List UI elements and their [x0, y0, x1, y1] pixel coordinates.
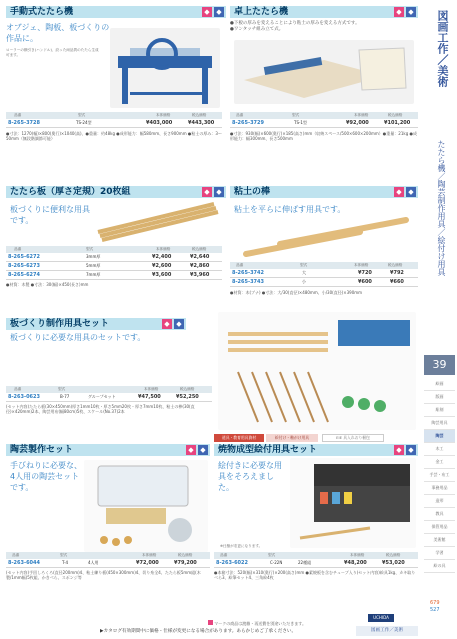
badge-education: 道具・教育用具資材 [214, 434, 264, 442]
blue-badge-icon: ◆ [198, 445, 208, 455]
tatara20-spec: ●材質：木製 ●寸法：30(幅)×450(長さ)mm [6, 282, 89, 287]
pink-badge-icon: ◆ [394, 445, 404, 455]
blue-badge-icon: ◆ [214, 187, 224, 197]
tatara20-header: たたら板（厚さ定規）20枚組 ◆ ◆ [6, 186, 226, 198]
tatara-board-image [96, 202, 222, 242]
brand-logo: UCHIDA [368, 614, 394, 622]
desk-table-head: 品番 型式 本体価格 税込価格 [230, 112, 418, 119]
sidebar-nav-item[interactable]: 木工 [424, 443, 455, 456]
pottery-table-head: 品番 型式 本体価格 税込価格 [6, 552, 210, 559]
manual-tatara-header [6, 6, 226, 18]
desk-tatara-illustration [234, 40, 414, 104]
pottery-set-tagline: 手びねりに必要な、4人用の陶芸セットです。 [10, 461, 82, 492]
board-spec: (セット内容)たたら板(30×450mm)厚さ1mm10枚・厚さ5mm20枚・厚さ7mm10枚、粘土の棒(30(直径)×420mm)2本、陶芸用布(幅80cm)5枚、スケール(No.37)2本 [6, 404, 195, 414]
badge-pack: EIE 具入れおり梱包 [322, 434, 384, 442]
sidebar-nav-item-active[interactable]: 陶芸 [424, 430, 455, 443]
tool-set-illustration [218, 312, 416, 430]
table-row[interactable]: 8-265-3742 大 ¥720 ¥792 [230, 269, 418, 278]
blue-badge-icon: ◆ [406, 445, 416, 455]
desk-tatara-section [230, 6, 418, 141]
paint-kit-illustration [290, 458, 416, 548]
board-product-row[interactable]: 8-263-0623 B-77 グループセット ¥47,500 ¥52,250 [6, 393, 212, 402]
roller-image [240, 214, 410, 260]
manual-table-head: 品番 型式 本体価格 税込価格 [6, 112, 222, 119]
board-set-section [6, 318, 418, 414]
manual-spec: ●寸法：1270(幅)×800(奥行)×1040(高)、●重量：約48kg ●成形能力：幅580mm、長さ900mm ●粘土の厚み：3〜50mm（無段階調節可能） [6, 131, 222, 141]
ref-link-1[interactable]: 679 [430, 600, 440, 606]
pottery-set-section [6, 444, 210, 580]
pink-badge-icon: ◆ [202, 187, 212, 197]
painting-caption: ※仕様が変更になります。 [220, 544, 263, 548]
product-model: TS-24型 [76, 120, 92, 125]
painting-product-row[interactable]: 8-263-6022 C-22N 22種組 ¥48,200 ¥53,020 [214, 559, 418, 568]
painting-set-tagline: 絵付きに必要な用具をそろえました。 [218, 461, 282, 492]
product-tax-price: ¥443,300 [188, 120, 215, 126]
manual-product-row[interactable] [6, 119, 222, 128]
blue-badge-icon: ◆ [406, 7, 416, 17]
sidebar-nav-item[interactable]: 絵の具 [424, 560, 455, 573]
sidebar-nav-item[interactable]: 絵画 [424, 378, 455, 391]
table-row[interactable]: 8-265-3743 小 ¥600 ¥660 [230, 278, 418, 287]
manual-tatara-tagline: オブジェ、陶板、板づくりの作品に。 [6, 23, 110, 43]
sidebar-nav-item[interactable]: 造形 [424, 495, 455, 508]
sidebar-title: 図画工作／美術 [436, 10, 449, 87]
blue-badge-icon: ◆ [174, 319, 184, 329]
roller-table-head: 品番 型式 本体価格 税込価格 [230, 262, 418, 269]
pink-badge-icon: ◆ [162, 319, 172, 329]
footer-disclaimer: ▶カタログ有効期間中に価格・仕様が変更になる場合があります。あらかじめご了承ください。 [100, 629, 297, 634]
footer [0, 615, 457, 639]
desk-tatara-note2: ●ワンタッチ組み立て式。 [230, 27, 284, 32]
table-row[interactable]: 8-265-6272 3mm厚 ¥2,400 ¥2,640 [6, 253, 222, 262]
pottery-set-header: 陶芸製作セット ◆ ◆ [6, 444, 210, 456]
board-set-tagline: 板づくりに必要な用具のセットです。 [10, 333, 146, 342]
roller-header: 粘土の棒 ◆ ◆ [230, 186, 418, 198]
desk-spec: ●寸法：930(幅)×600(奥行)×185(高さ)mm（収納スペース/500×600×200mm）●重量：21kg ●成形能力：幅300mm、長さ500mm [230, 131, 417, 141]
tatara-machine-illustration [110, 28, 220, 108]
blue-badge-icon: ◆ [406, 187, 416, 197]
notice-mark-icon [208, 620, 213, 625]
sidebar-nav-item[interactable]: 版画 [424, 391, 455, 404]
tatara20-rows [6, 253, 222, 280]
sidebar-nav-item[interactable]: 美術館 [424, 534, 455, 547]
tatara20-tagline: 板づくりに便利な用具です。 [10, 205, 90, 225]
pink-badge-icon: ◆ [394, 187, 404, 197]
manual-tatara-title: 手動式たたら機 [10, 7, 74, 17]
desk-product-row[interactable]: 8-265-3729 TS-1型 ¥92,000 ¥101,200 [230, 119, 418, 128]
sidebar-nav-item[interactable]: 手芸・布工 [424, 469, 455, 482]
manual-tatara-desc: ローラーの横引き(ハンドル)、絞った両品質のたたら生成可ます。 [6, 48, 99, 57]
board-set-image [218, 312, 416, 430]
roller-section [230, 186, 418, 295]
product-price: ¥403,000 [146, 120, 173, 126]
painting-badges [214, 434, 418, 442]
sidebar-nav-item[interactable]: 学習 [424, 547, 455, 560]
roller-spec: ●材質：木(ブナ) ●寸法：大/30(直径)×480mm、小/30(直径)×390mm [230, 290, 363, 295]
manual-tatara-image [110, 28, 220, 108]
sidebar-nav-item[interactable]: 彫刻 [424, 404, 455, 417]
page-number: 39 [424, 355, 455, 375]
roller-rows [230, 269, 418, 287]
sidebar-nav-item[interactable]: 教具 [424, 508, 455, 521]
footer-notice: マークの商品は渡雑・再送費を別途いただきます。 [208, 620, 306, 627]
sidebar-nav-item[interactable]: 事務用品 [424, 482, 455, 495]
table-row[interactable]: 8-265-6274 7mm厚 ¥3,600 ¥3,960 [6, 271, 222, 280]
painting-set-section [214, 434, 418, 580]
sidebar-nav-item[interactable]: 陶芸用具 [424, 417, 455, 430]
sidebar-refs [430, 600, 440, 614]
badge-glaze: 絵付け・釉がけ用具 [266, 434, 318, 442]
desk-tatara-image [234, 40, 414, 104]
ref-link-2[interactable]: 527 [430, 607, 440, 613]
roller-tagline: 粘土を平らに伸ばす用具です。 [234, 205, 346, 214]
product-code: 8-265-3728 [8, 120, 40, 126]
pottery-product-row[interactable]: 8-263-6044 T-4 4人用 ¥72,000 ¥79,200 [6, 559, 210, 568]
painting-table-head: 品番 型式 本体価格 税込価格 [214, 552, 418, 559]
sidebar-nav-item[interactable]: 保管用品 [424, 521, 455, 534]
pottery-set-image [84, 460, 208, 552]
desk-tatara-note1: ●下板の厚みを変えることにより粘土の厚みを変える方式です。 [230, 21, 360, 26]
sidebar-nav-item[interactable]: 金工 [424, 456, 455, 469]
pink-badge-icon: ◆ [394, 7, 404, 17]
sidebar-subtitle: たたら機／陶芸制作用具／絵付け用具 [437, 140, 446, 276]
roller-illustration [240, 214, 410, 260]
painting-spec: ●本箱寸法：520(幅)×310(奥行)×200(高さ)mm ●素焼板を含むチューブ入り(セット内容)絵具1kg、カキ取りべら3、絵筆セット4、三角絵4枚 [214, 570, 416, 580]
board-set-header: 板づくり制作用具セット ◆ ◆ [6, 318, 186, 330]
table-row[interactable]: 8-265-6273 5mm厚 ¥2,600 ¥2,860 [6, 262, 222, 271]
tatara20-table-head: 品番 型式 本体価格 税込価格 [6, 246, 222, 253]
pottery-spec: (セット内容)手回しろくろ(直径200mm)4、粘土練り板(450×300mm)4、切り糸全4、たたら板5mm組(木製/1mm幅)5枚組、かきべら、スポンジ等 [6, 570, 201, 580]
painting-set-image [290, 458, 416, 548]
manual-tatara-section [6, 6, 226, 141]
board-sticks-illustration [96, 202, 222, 242]
pottery-kit-illustration [84, 460, 208, 552]
pink-badge-icon: ◆ [186, 445, 196, 455]
desk-tatara-header [230, 6, 418, 18]
pink-badge-icon: ◆ [202, 7, 212, 17]
blue-badge-icon: ◆ [214, 7, 224, 17]
footer-label: 図画工作／美術 [356, 626, 418, 636]
tatara20-section [6, 186, 226, 287]
board-table-head: 品番 型式 本体価格 税込価格 [6, 386, 212, 393]
desk-tatara-title: 卓上たたら機 [234, 7, 289, 17]
painting-set-header: 焼物成型絵付用具セット ◆ ◆ [214, 444, 418, 456]
